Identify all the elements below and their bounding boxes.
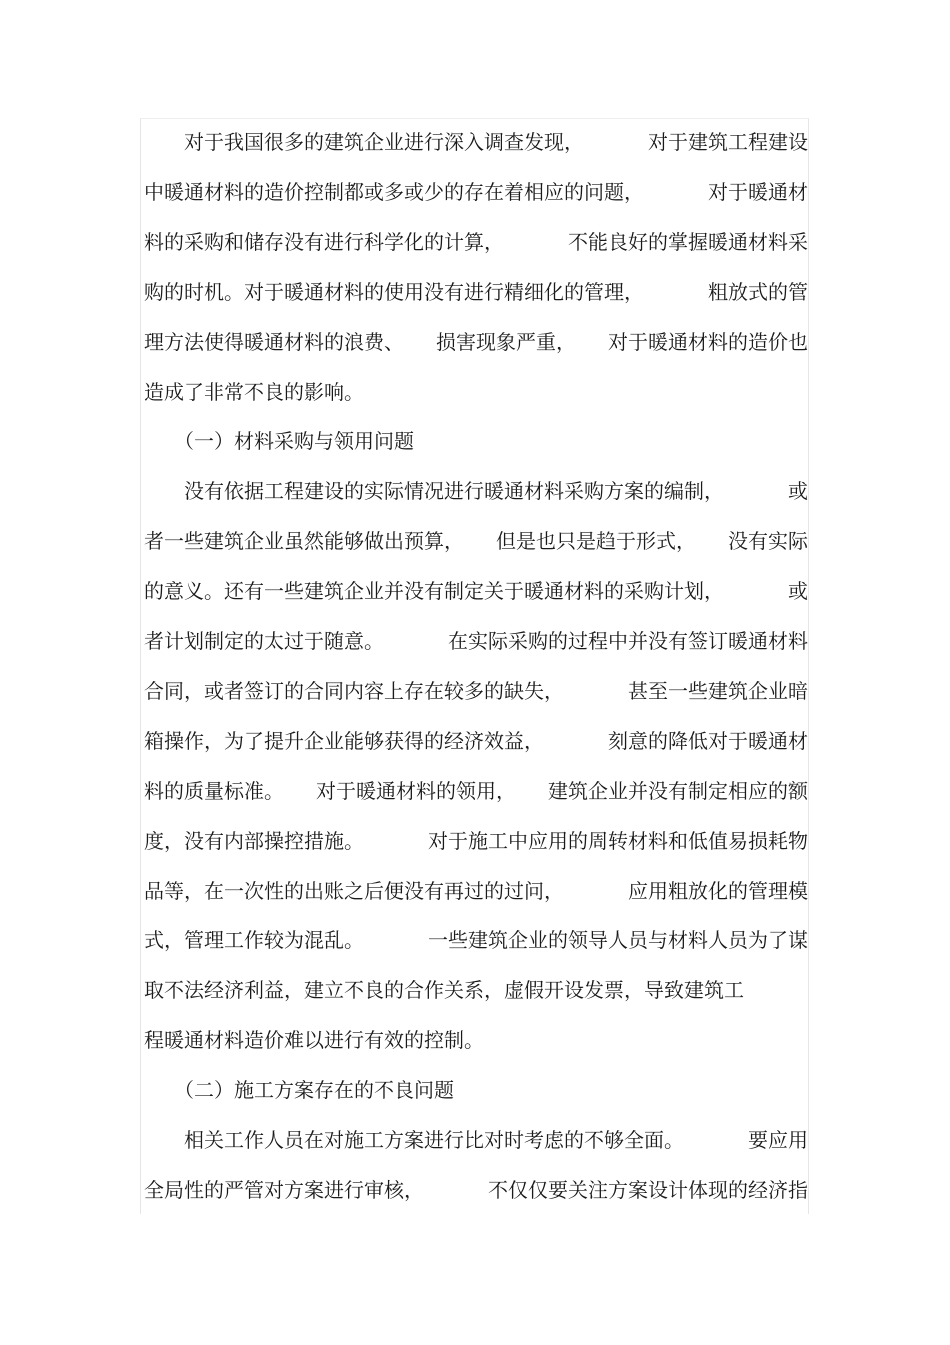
text-segment: 建筑企业并没有制定相应的额 xyxy=(548,779,808,803)
text-segment: 料的质量标准。 xyxy=(144,779,284,803)
text-segment: 在实际采购的过程中并没有签订暖通材料 xyxy=(448,629,808,653)
text-segment: 者一些建筑企业虽然能够做出预算， xyxy=(144,529,464,553)
text-segment: 对于暖通材料的领用， xyxy=(316,779,516,803)
text-line xyxy=(144,727,808,755)
text-segment: 但是也只是趋于形式， xyxy=(496,529,696,553)
text-segment: 式，管理工作较为混乱。 xyxy=(144,928,364,952)
text-line xyxy=(144,228,808,256)
text-segment: 中暖通材料的造价控制都或多或少的存在着相应的问题， xyxy=(144,180,644,204)
text-segment: 粗放式的管 xyxy=(708,280,808,304)
text-line xyxy=(144,976,808,1004)
text-segment: 损害现象严重， xyxy=(436,330,576,354)
text-segment: 造成了非常不良的影响。 xyxy=(144,380,364,404)
text-line xyxy=(144,627,808,655)
text-segment: 没有实际 xyxy=(728,529,808,553)
text-line xyxy=(144,677,808,705)
text-line xyxy=(144,527,808,555)
text-segment: 对于施工中应用的周转材料和低值易损耗物 xyxy=(428,829,808,853)
text-segment: 不仅仅要关注方案设计体现的经济指 xyxy=(488,1178,808,1202)
text-segment: 对于建筑工程建设 xyxy=(648,130,808,154)
text-segment: 者计划制定的太过于随意。 xyxy=(144,629,384,653)
text-segment: 不能良好的掌握暖通材料采 xyxy=(568,230,808,254)
text-line xyxy=(144,278,808,306)
text-segment: 或 xyxy=(788,579,808,603)
text-line xyxy=(144,477,808,505)
text-segment: 箱操作，为了提升企业能够获得的经济效益， xyxy=(144,729,544,753)
text-line xyxy=(144,877,808,905)
text-line xyxy=(144,926,808,954)
text-segment: 或 xyxy=(788,479,808,503)
text-line xyxy=(144,1176,808,1204)
text-line xyxy=(144,1126,808,1154)
text-segment: 对于我国很多的建筑企业进行深入调查发现， xyxy=(144,130,584,154)
text-segment: 一些建筑企业的领导人员与材料人员为了谋 xyxy=(428,928,808,952)
text-segment: 合同，或者签订的合同内容上存在较多的缺失， xyxy=(144,679,564,703)
text-segment: 度，没有内部操控措施。 xyxy=(144,829,364,853)
text-segment: 对于暖通材 xyxy=(708,180,808,204)
text-line xyxy=(144,427,808,455)
text-segment: 理方法使得暖通材料的浪费、 xyxy=(144,330,404,354)
text-line xyxy=(144,1076,808,1104)
text-line xyxy=(144,1026,808,1054)
text-segment: （二）施工方案存在的不良问题 xyxy=(144,1078,454,1102)
text-line xyxy=(144,328,808,356)
text-segment: 购的时机。对于暖通材料的使用没有进行精细化的管理， xyxy=(144,280,644,304)
text-segment: 取不法经济利益，建立不良的合作关系，虚假开设发票，导致建筑工 xyxy=(144,978,744,1002)
text-segment: 相关工作人员在对施工方案进行比对时考虑的不够全面。 xyxy=(144,1128,684,1152)
text-segment: 要应用 xyxy=(748,1128,808,1152)
text-segment: 甚至一些建筑企业暗 xyxy=(628,679,808,703)
text-segment: 品等，在一次性的出账之后便没有再过的过问， xyxy=(144,879,564,903)
text-segment: 程暖通材料造价难以进行有效的控制。 xyxy=(144,1028,484,1052)
text-segment: 料的采购和储存没有进行科学化的计算， xyxy=(144,230,504,254)
text-segment: 没有依据工程建设的实际情况进行暖通材料采购方案的编制， xyxy=(144,479,724,503)
text-segment: 对于暖通材料的造价也 xyxy=(608,330,808,354)
text-segment: 全局性的严管对方案进行审核， xyxy=(144,1178,424,1202)
text-line xyxy=(144,577,808,605)
text-line xyxy=(144,178,808,206)
text-line xyxy=(144,777,808,805)
text-line xyxy=(144,378,808,406)
text-line xyxy=(144,827,808,855)
text-segment: （一）材料采购与领用问题 xyxy=(144,429,414,453)
text-segment: 应用粗放化的管理模 xyxy=(628,879,808,903)
text-line xyxy=(144,128,808,156)
text-segment: 刻意的降低对于暖通材 xyxy=(608,729,808,753)
text-segment: 的意义。还有一些建筑企业并没有制定关于暖通材料的采购计划， xyxy=(144,579,724,603)
